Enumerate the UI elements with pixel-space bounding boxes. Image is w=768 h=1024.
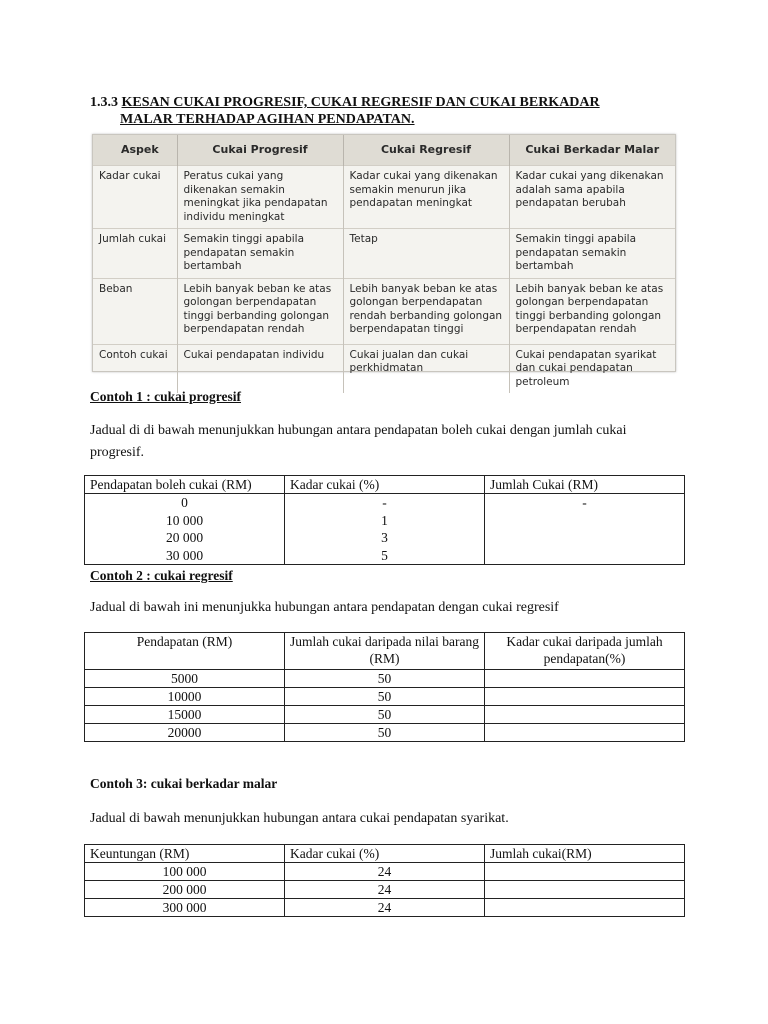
table-header-row — [85, 476, 685, 494]
example1-title: Contoh 1 : cukai progresif — [90, 389, 242, 404]
table-cell: 50 — [285, 670, 485, 688]
table-cell: 30 000 — [165, 547, 204, 563]
table-cell — [485, 863, 685, 881]
section-title-line1: KESAN CUKAI PROGRESIF, CUKAI REGRESIF DAN CUKAI BERKADAR — [121, 95, 600, 110]
table-row — [85, 724, 685, 742]
table-cell: 10000 — [85, 688, 285, 706]
photo-row — [93, 344, 675, 393]
example3-description: Jadual di bawah menunjukkan hubungan antara cukai pendapatan syarikat. — [90, 811, 509, 826]
table-cell: 50 — [285, 724, 485, 742]
table-cell: 300 000 — [85, 899, 285, 917]
table-cell: - — [582, 495, 587, 510]
photo-header: Cukai Berkadar Malar — [509, 135, 675, 166]
example2-title: Contoh 2 : cukai regresif — [90, 568, 233, 583]
photo-cell: Kadar cukai yang dikenakan adalah sama apabila pendapatan berubah — [509, 166, 675, 229]
progressive-tax-table — [84, 475, 685, 565]
photo-cell: Kadar cukai — [93, 166, 177, 229]
photo-header-row — [93, 135, 675, 166]
proportional-tax-table — [84, 844, 685, 917]
table-cell: 1 — [381, 512, 388, 528]
table-row — [85, 863, 685, 881]
photo-row — [93, 229, 675, 279]
photo-cell: Peratus cukai yang dikenakan semakin meningkat jika pendapatan individu meningkat — [177, 166, 343, 229]
photo-header: Cukai Regresif — [343, 135, 509, 166]
table-cell: 24 — [285, 881, 485, 899]
table-cell: 15000 — [85, 706, 285, 724]
table-cell: 200 000 — [85, 881, 285, 899]
column-header: Jumlah Cukai (RM) — [485, 476, 685, 494]
table-cell: 100 000 — [85, 863, 285, 881]
photo-cell: Semakin tinggi apabila pendapatan semakin bertambah — [509, 229, 675, 279]
photo-cell: Semakin tinggi apabila pendapatan semakin bertambah — [177, 229, 343, 279]
table-cell: 10 000 — [165, 512, 204, 528]
table-cell: 24 — [285, 899, 485, 917]
table-header-row — [85, 845, 685, 863]
photo-cell: Lebih banyak beban ke atas golongan berpendapatan rendah berbanding golongan berpendapatan tinggi — [343, 278, 509, 344]
example1-description: Jadual di di bawah menunjukkan hubungan antara pendapatan boleh cukai dengan jumlah cukai progresif. — [90, 423, 627, 460]
table-cell: 50 — [285, 706, 485, 724]
photo-row — [93, 278, 675, 344]
table-cell — [485, 688, 685, 706]
table-cell: - — [382, 495, 387, 510]
total-tax-column — [485, 494, 685, 565]
photo-cell: Kadar cukai yang dikenakan semakin menurun jika pendapatan meningkat — [343, 166, 509, 229]
column-header: Keuntungan (RM) — [85, 845, 285, 863]
table-cell — [485, 706, 685, 724]
photo-cell: Tetap — [343, 229, 509, 279]
photo-cell: Cukai jualan dan cukai perkhidmatan — [343, 344, 509, 393]
photo-cell: Contoh cukai — [93, 344, 177, 393]
photo-header: Cukai Progresif — [177, 135, 343, 166]
column-header: Jumlah cukai(RM) — [485, 845, 685, 863]
photo-cell: Beban — [93, 278, 177, 344]
column-header: Pendapatan (RM) — [85, 633, 285, 670]
column-header: Kadar cukai (%) — [285, 845, 485, 863]
income-column — [85, 494, 285, 565]
regressive-tax-table — [84, 632, 685, 742]
table-cell: 0 — [181, 495, 188, 510]
table-row — [85, 881, 685, 899]
photo-cell: Cukai pendapatan syarikat dan cukai pendapatan petroleum — [509, 344, 675, 393]
example3-title: Contoh 3: cukai berkadar malar — [90, 776, 278, 791]
table-cell: 20000 — [85, 724, 285, 742]
photo-header: Aspek — [93, 135, 177, 166]
column-header: Kadar cukai (%) — [285, 476, 485, 494]
photo-row — [93, 166, 675, 229]
section-number: 1.3.3 — [90, 95, 118, 110]
table-cell — [485, 881, 685, 899]
table-row — [85, 688, 685, 706]
column-header: Kadar cukai daripada jumlah pendapatan(%) — [485, 633, 685, 670]
table-cell: 3 — [381, 530, 388, 545]
table-row — [85, 670, 685, 688]
photo-cell: Lebih banyak beban ke atas golongan berpendapatan tinggi berbanding golongan berpendapatan rendah — [177, 278, 343, 344]
table-row — [85, 899, 685, 917]
comparison-table-photo — [92, 134, 676, 388]
table-cell: 5 — [381, 547, 388, 563]
photo-cell: Cukai pendapatan individu — [177, 344, 343, 393]
table-cell — [485, 899, 685, 917]
table-cell: 5000 — [85, 670, 285, 688]
photo-cell: Lebih banyak beban ke atas golongan berpendapatan tinggi berbanding golongan berpendapatan rendah — [509, 278, 675, 344]
rate-column — [285, 494, 485, 565]
table-row — [85, 494, 685, 565]
photo-cell: Jumlah cukai — [93, 229, 177, 279]
table-header-row — [85, 633, 685, 670]
table-cell: 24 — [285, 863, 485, 881]
column-header: Pendapatan boleh cukai (RM) — [85, 476, 285, 494]
table-row — [85, 706, 685, 724]
table-cell: 20 000 — [165, 530, 204, 545]
section-heading — [90, 94, 690, 128]
section-title-line2: MALAR TERHADAP AGIHAN PENDAPATAN. — [120, 112, 415, 127]
table-cell — [485, 724, 685, 742]
column-header: Jumlah cukai daripada nilai barang (RM) — [285, 633, 485, 670]
table-cell: 50 — [285, 688, 485, 706]
example2-description: Jadual di bawah ini menunjukka hubungan antara pendapatan dengan cukai regresif — [90, 600, 559, 615]
table-cell — [485, 670, 685, 688]
